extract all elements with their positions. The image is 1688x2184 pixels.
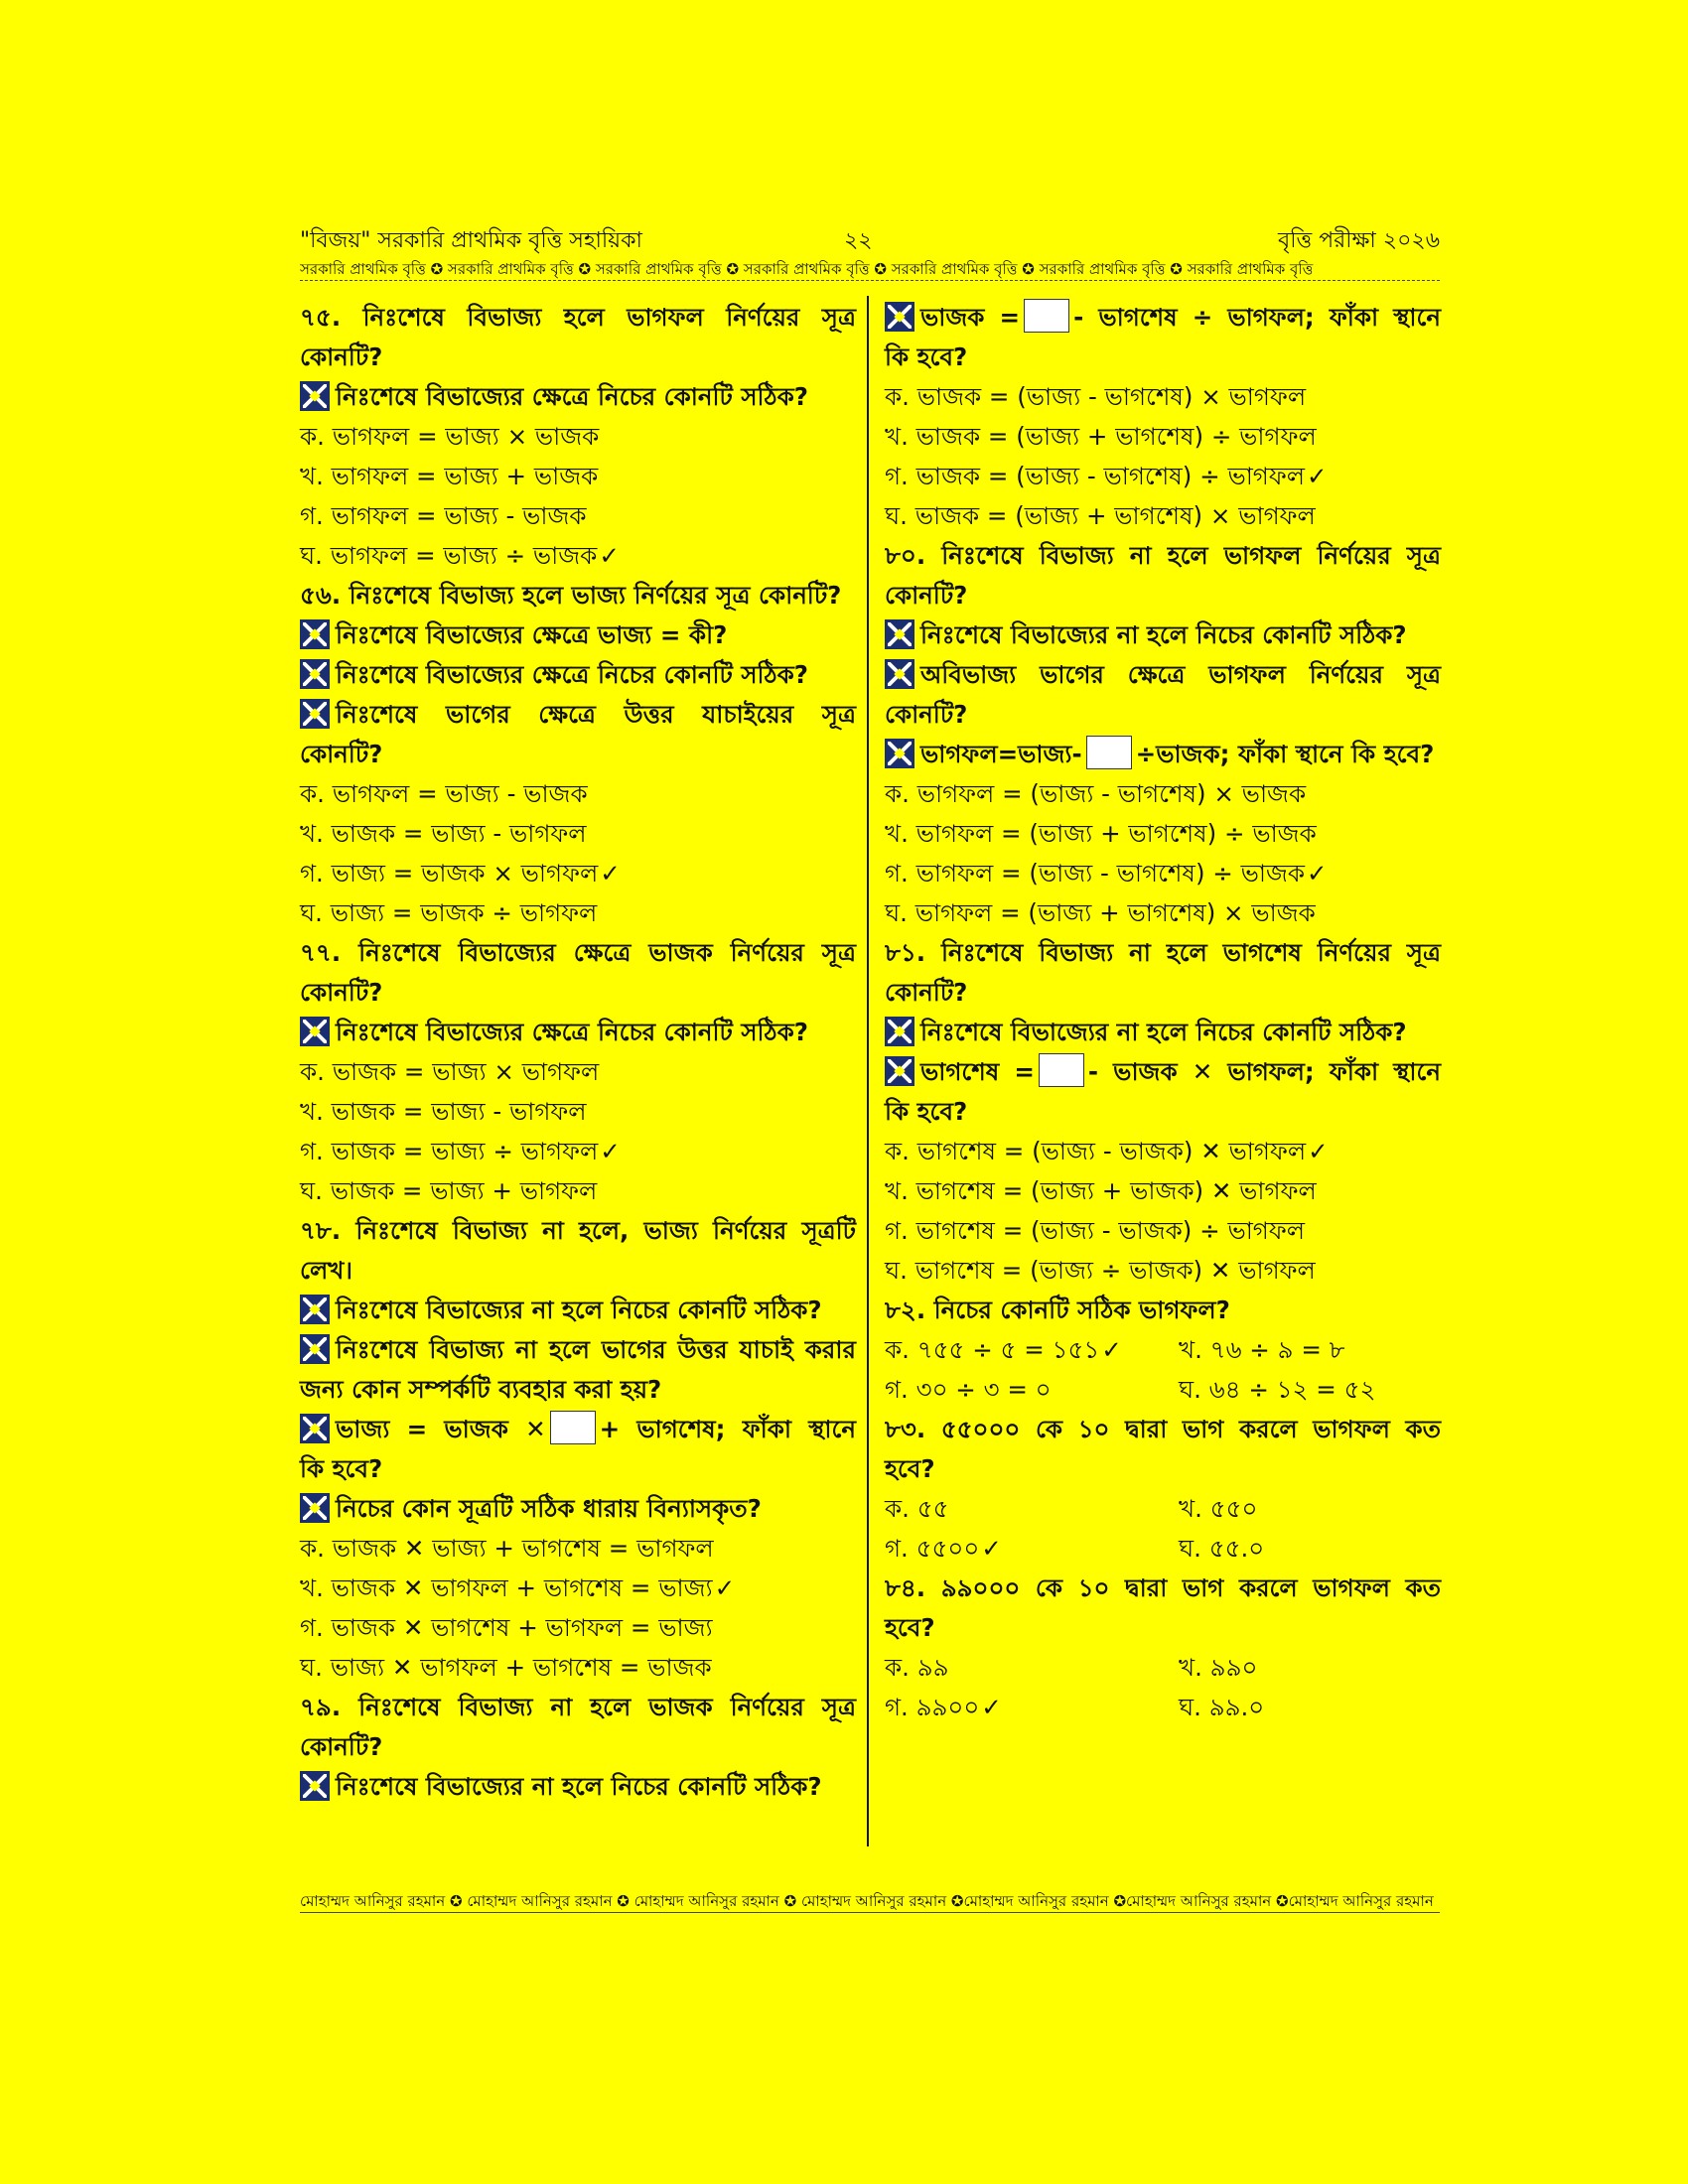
option: ঘ. ভাজ্য = ভাজক ÷ ভাগফল xyxy=(300,898,598,927)
check-icon: ✓ xyxy=(714,1573,736,1602)
question-81: ৮১. নিঃশেষে বিভাজ্য না হলে ভাগশেষ নির্ণয়ের সূত্র xyxy=(885,938,1441,967)
question-78-cont: লেখ। xyxy=(300,1256,353,1285)
check-icon: ✓ xyxy=(981,1534,1002,1563)
option: ক. ৯৯ xyxy=(885,1653,949,1682)
star-icon xyxy=(300,1771,330,1801)
star-icon xyxy=(300,619,330,649)
star-icon xyxy=(300,381,330,411)
question-79: ৭৯. নিঃশেষে বিভাজ্য না হলে ভাজক নির্ণয়ের সূত্র xyxy=(300,1693,856,1721)
header-band: সরকারি প্রাথমিক বৃত্তি ✪ সরকারি প্রাথমিক বৃত্তি ✪ সরকারি প্রাথমিক বৃত্তি ✪ সরকারি প্রাথমিক বৃত্তি ✪ সরকারি প্রাথমিক বৃত্তি ✪ সরকারি প্রাথমিক বৃত্তি ✪ সরকারি প্রাথমিক বৃত্তি xyxy=(300,258,1440,281)
option: গ. ৩০ ÷ ৩ = ০ xyxy=(885,1375,1052,1404)
option: খ. ভাজক = ভাজ্য - ভাগফল xyxy=(300,1097,587,1126)
option-row xyxy=(885,1370,1441,1410)
option: খ. ভাগশেষ = (ভাজ্য + ভাজক) ✕ ভাগফল xyxy=(885,1176,1317,1205)
footer-band: মোহাম্মদ আনিসুর রহমান ✪ মোহাম্মদ আনিসুর রহমান ✪ মোহাম্মদ আনিসুর রহমান ✪ মোহাম্মদ আনিসুর রহমান ✪মোহাম্মদ আনিসুর রহমান ✪মোহাম্মদ আনিসুর রহমান ✪মোহাম্মদ আনিসুর রহমান xyxy=(300,1890,1440,1913)
option: ক. ভাজক ✕ ভাজ্য + ভাগশেষ = ভাগফল xyxy=(300,1534,714,1563)
option: গ. ৫৫০০✓ xyxy=(885,1529,1179,1569)
star-icon xyxy=(300,1493,330,1523)
check-icon: ✓ xyxy=(981,1693,1002,1721)
sub-question: নিঃশেষে ভাগের ক্ষেত্রে উত্তর যাচাইয়ের সূত্র xyxy=(300,695,856,735)
exam-title: বৃত্তি পরীক্ষা ২০২৬ xyxy=(1277,228,1440,253)
star-icon xyxy=(885,619,914,649)
option: খ. ভাগফল = ভাজ্য + ভাজক xyxy=(300,462,599,490)
star-icon xyxy=(885,1056,914,1086)
question-77: ৭৭. নিঃশেষে বিভাজ্যের ক্ষেত্রে ভাজক নির্ণয়ের সূত্র xyxy=(300,938,856,967)
column-divider xyxy=(867,296,869,1846)
star-icon xyxy=(885,1017,914,1046)
sub-question: নিচের কোন সূত্রটি সঠিক ধারায় বিন্যাসকৃত? xyxy=(300,1489,856,1529)
question-80-cont: কোনটি? xyxy=(885,581,968,610)
option: ক. ভাগফল = ভাজ্য × ভাজক xyxy=(300,422,600,451)
option: খ. ৯৯০ xyxy=(1179,1653,1258,1682)
star-icon xyxy=(885,659,914,689)
option: ক. ভাজক = ভাজ্য × ভাগফল xyxy=(300,1057,600,1086)
sub-question-cont: কি হবে? xyxy=(300,1454,383,1483)
check-icon: ✓ xyxy=(600,859,621,887)
check-icon: ✓ xyxy=(599,541,620,570)
option: গ. ৯৯০০✓ xyxy=(885,1688,1179,1727)
option-row xyxy=(885,1489,1441,1529)
option: ঘ. ৬৪ ÷ ১২ = ৫২ xyxy=(1179,1375,1376,1404)
sub-question: নিঃশেষে বিভাজ্যের ক্ষেত্রে ভাজ্য = কী? xyxy=(300,615,856,655)
option: ঘ. ভাগশেষ = (ভাজ্য ÷ ভাজক) ✕ ভাগফল xyxy=(885,1256,1316,1285)
option: ঘ. ভাগফল = (ভাজ্য + ভাগশেষ) × ভাজক xyxy=(885,898,1316,927)
option: ঘ. ভাজক = ভাজ্য + ভাগফল xyxy=(300,1176,598,1205)
blank-box xyxy=(1039,1053,1084,1087)
left-column xyxy=(300,298,856,1807)
star-icon xyxy=(300,659,330,689)
star-icon xyxy=(885,739,914,768)
star-icon xyxy=(300,1295,330,1324)
option: ক. ৭৫৫ ÷ ৫ = ১৫১✓ xyxy=(885,1330,1179,1370)
sub-question: নিঃশেষে বিভাজ্যের ক্ষেত্রে নিচের কোনটি সঠিক? xyxy=(300,655,856,695)
option: ক. ভাজক = (ভাজ্য - ভাগশেষ) × ভাগফল xyxy=(885,382,1307,411)
check-icon: ✓ xyxy=(1308,1137,1329,1165)
option: গ. ভাজক ✕ ভাগশেষ + ভাগফল = ভাজ্য xyxy=(300,1613,713,1642)
question-81-cont: কোনটি? xyxy=(885,978,968,1007)
option: ঘ. ভাজক = (ভাজ্য + ভাগশেষ) × ভাগফল xyxy=(885,501,1316,530)
option-row xyxy=(885,1688,1441,1727)
blank-box xyxy=(550,1411,596,1444)
option: ক. ভাগফল = ভাজ্য - ভাজক xyxy=(300,779,588,808)
sub-question: নিঃশেষে বিভাজ্যের না হলে নিচের কোনটি সঠিক? xyxy=(885,1013,1441,1052)
option: খ. ভাজক = (ভাজ্য + ভাগশেষ) ÷ ভাগফল xyxy=(885,422,1317,451)
sub-question: অবিভাজ্য ভাগের ক্ষেত্রে ভাগফল নির্ণয়ের সূত্র xyxy=(885,655,1441,695)
sub-question-cont: কি হবে? xyxy=(885,1097,968,1126)
right-column xyxy=(885,298,1441,1727)
star-icon xyxy=(300,699,330,729)
option: খ. ৭৬ ÷ ৯ = ৮ xyxy=(1179,1335,1345,1364)
option: খ. ভাজক = ভাজ্য - ভাগফল xyxy=(300,819,587,848)
sub-question: ভাজক = - ভাগশেষ ÷ ভাগফল; ফাঁকা স্থানে xyxy=(885,298,1441,338)
question-84: ৮৪. ৯৯০০০ কে ১০ দ্বারা ভাগ করলে ভাগফল কত xyxy=(885,1573,1441,1602)
sub-question: নিঃশেষে বিভাজ্যের না হলে নিচের কোনটি সঠিক? xyxy=(885,615,1441,655)
sub-question: নিঃশেষে বিভাজ্যের ক্ষেত্রে নিচের কোনটি সঠিক? xyxy=(300,377,856,417)
sub-question: নিঃশেষে বিভাজ্যের না হলে নিচের কোনটি সঠিক? xyxy=(300,1291,856,1330)
option: গ. ভাজক = (ভাজ্য - ভাগশেষ) ÷ ভাগফল✓ xyxy=(885,462,1328,490)
option: গ. ভাজ্য = ভাজক × ভাগফল✓ xyxy=(300,859,621,887)
option: খ. ৫৫০ xyxy=(1179,1494,1258,1523)
sub-question: ভাজ্য = ভাজক ✕ + ভাগশেষ; ফাঁকা স্থানে xyxy=(300,1410,856,1449)
option-row xyxy=(885,1330,1441,1370)
question-84-cont: হবে? xyxy=(885,1613,935,1642)
sub-question-cont: কোনটি? xyxy=(885,700,968,729)
page-number: ২২ xyxy=(844,228,873,253)
book-title: "বিজয়" সরকারি প্রাথমিক বৃত্তি সহায়িকা xyxy=(300,228,642,253)
option: খ. ভাগফল = (ভাজ্য + ভাগশেষ) ÷ ভাজক xyxy=(885,819,1317,848)
sub-question: নিঃশেষে বিভাজ্যের না হলে নিচের কোনটি সঠিক? xyxy=(300,1767,856,1807)
option: ক. ভাগফল = (ভাজ্য - ভাগশেষ) × ভাজক xyxy=(885,779,1307,808)
sub-question: নিঃশেষে বিভাজ্য না হলে ভাগের উত্তর যাচাই করার xyxy=(300,1330,856,1370)
option: গ. ভাগফল = (ভাজ্য - ভাগশেষ) ÷ ভাজক✓ xyxy=(885,859,1328,887)
question-83: ৮৩. ৫৫০০০ কে ১০ দ্বারা ভাগ করলে ভাগফল কত xyxy=(885,1415,1441,1443)
option-row xyxy=(885,1648,1441,1688)
option: গ. ভাজক = ভাজ্য ÷ ভাগফল✓ xyxy=(300,1137,621,1165)
option: ঘ. ভাগফল = ভাজ্য ÷ ভাজক✓ xyxy=(300,541,620,570)
option: গ. ভাগফল = ভাজ্য - ভাজক xyxy=(300,501,587,530)
question-82: ৮২. নিচের কোনটি সঠিক ভাগফল? xyxy=(885,1296,1230,1324)
blank-box xyxy=(1024,299,1069,333)
question-77-cont: কোনটি? xyxy=(300,978,383,1007)
page-header xyxy=(300,224,1440,258)
check-icon: ✓ xyxy=(1101,1335,1122,1364)
check-icon: ✓ xyxy=(1307,462,1328,490)
question-75-cont: কোনটি? xyxy=(300,342,383,371)
check-icon: ✓ xyxy=(1307,859,1328,887)
option: ক. ৫৫ xyxy=(885,1494,949,1523)
sub-question: নিঃশেষে বিভাজ্যের ক্ষেত্রে নিচের কোনটি সঠিক? xyxy=(300,1013,856,1052)
option: গ. ভাগশেষ = (ভাজ্য - ভাজক) ÷ ভাগফল xyxy=(885,1216,1306,1245)
star-icon xyxy=(885,302,914,332)
sub-question-cont: কোনটি? xyxy=(300,740,383,768)
star-icon xyxy=(300,1334,330,1364)
question-76: ৫৬. নিঃশেষে বিভাজ্য হলে ভাজ্য নির্ণয়ের সূত্র কোনটি? xyxy=(300,581,842,610)
star-icon xyxy=(300,1414,330,1443)
option: ঘ. ৫৫.০ xyxy=(1179,1534,1265,1563)
sub-question: ভাগশেষ = - ভাজক ✕ ভাগফল; ফাঁকা স্থানে xyxy=(885,1052,1441,1092)
blank-box xyxy=(1086,736,1132,769)
check-icon: ✓ xyxy=(600,1137,621,1165)
question-75: ৭৫. নিঃশেষে বিভাজ্য হলে ভাগফল নির্ণয়ের সূত্র xyxy=(300,303,856,332)
sub-question-cont: জন্য কোন সম্পর্কটি ব্যবহার করা হয়? xyxy=(300,1375,662,1404)
star-icon xyxy=(300,1017,330,1046)
question-83-cont: হবে? xyxy=(885,1454,935,1483)
option: খ. ভাজক ✕ ভাগফল + ভাগশেষ = ভাজ্য✓ xyxy=(300,1573,736,1602)
option: ক. ভাগশেষ = (ভাজ্য - ভাজক) ✕ ভাগফল✓ xyxy=(885,1137,1329,1165)
sub-question: ভাগফল=ভাজ্য- ÷ভাজক; ফাঁকা স্থানে কি হবে? xyxy=(885,735,1441,774)
option: ঘ. ভাজ্য ✕ ভাগফল + ভাগশেষ = ভাজক xyxy=(300,1653,712,1682)
question-79-cont: কোনটি? xyxy=(300,1732,383,1761)
question-78: ৭৮. নিঃশেষে বিভাজ্য না হলে, ভাজ্য নির্ণয়ের সূত্রটি xyxy=(300,1216,856,1245)
option: ঘ. ৯৯.০ xyxy=(1179,1693,1265,1721)
sub-question-cont: কি হবে? xyxy=(885,342,968,371)
question-80: ৮০. নিঃশেষে বিভাজ্য না হলে ভাগফল নির্ণয়ের সূত্র xyxy=(885,541,1441,570)
option-row xyxy=(885,1529,1441,1569)
